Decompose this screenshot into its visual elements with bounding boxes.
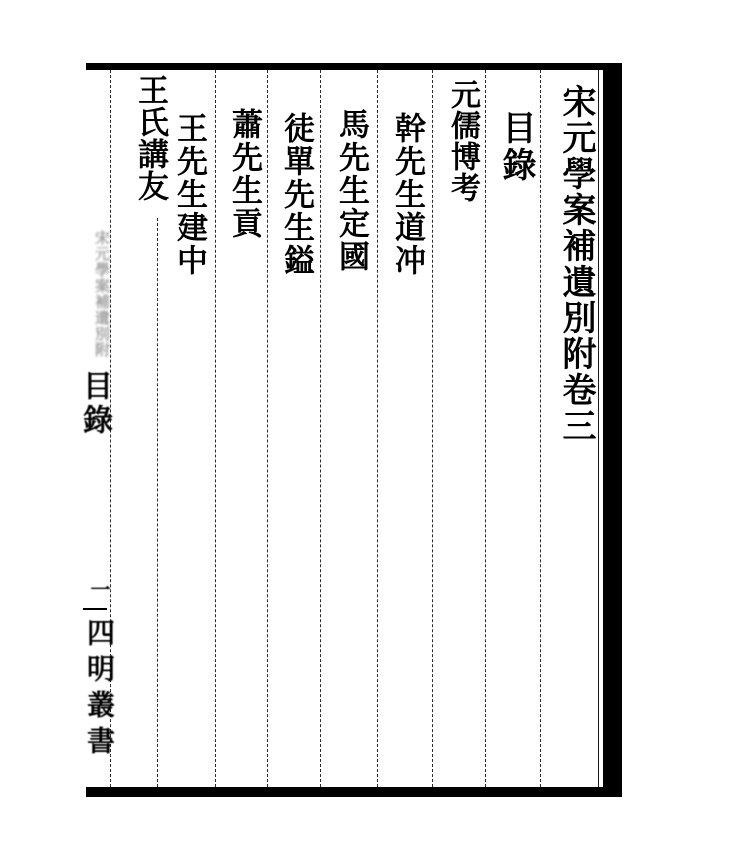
spine-section-label: 目錄 [78,370,111,438]
spine-faint-title: 宋元學案補遺別附 [93,230,109,358]
section-heading-yuanru-bokao: 元儒博考 [446,79,479,203]
spine-divider [83,608,107,610]
toc-entry: 徒單先生鎰 [279,112,314,277]
column-rule [215,70,216,787]
toc-entry: 蕭先生貢 [227,108,262,240]
column-rule [540,70,541,787]
column-rule [598,70,599,787]
column-rule [377,70,378,787]
section-heading-wangshi-jiangyou: 王氏講友 [133,74,168,202]
column-rule [320,70,321,787]
spine-page-number: 一 [87,579,109,601]
column-rule [432,70,433,787]
spine-collection-title: 四明叢書 [83,618,114,762]
column-rule [267,70,268,787]
column-rule [485,70,486,787]
toc-label: 目錄 [497,110,534,184]
toc-entry: 幹先生道冲 [390,112,425,277]
page-frame [78,63,622,797]
column-rule [157,218,158,787]
toc-entry: 馬先生定國 [334,108,369,273]
volume-title: 宋元學案補遺別附卷三 [557,84,594,444]
toc-entry: 王先生建中 [172,112,207,277]
